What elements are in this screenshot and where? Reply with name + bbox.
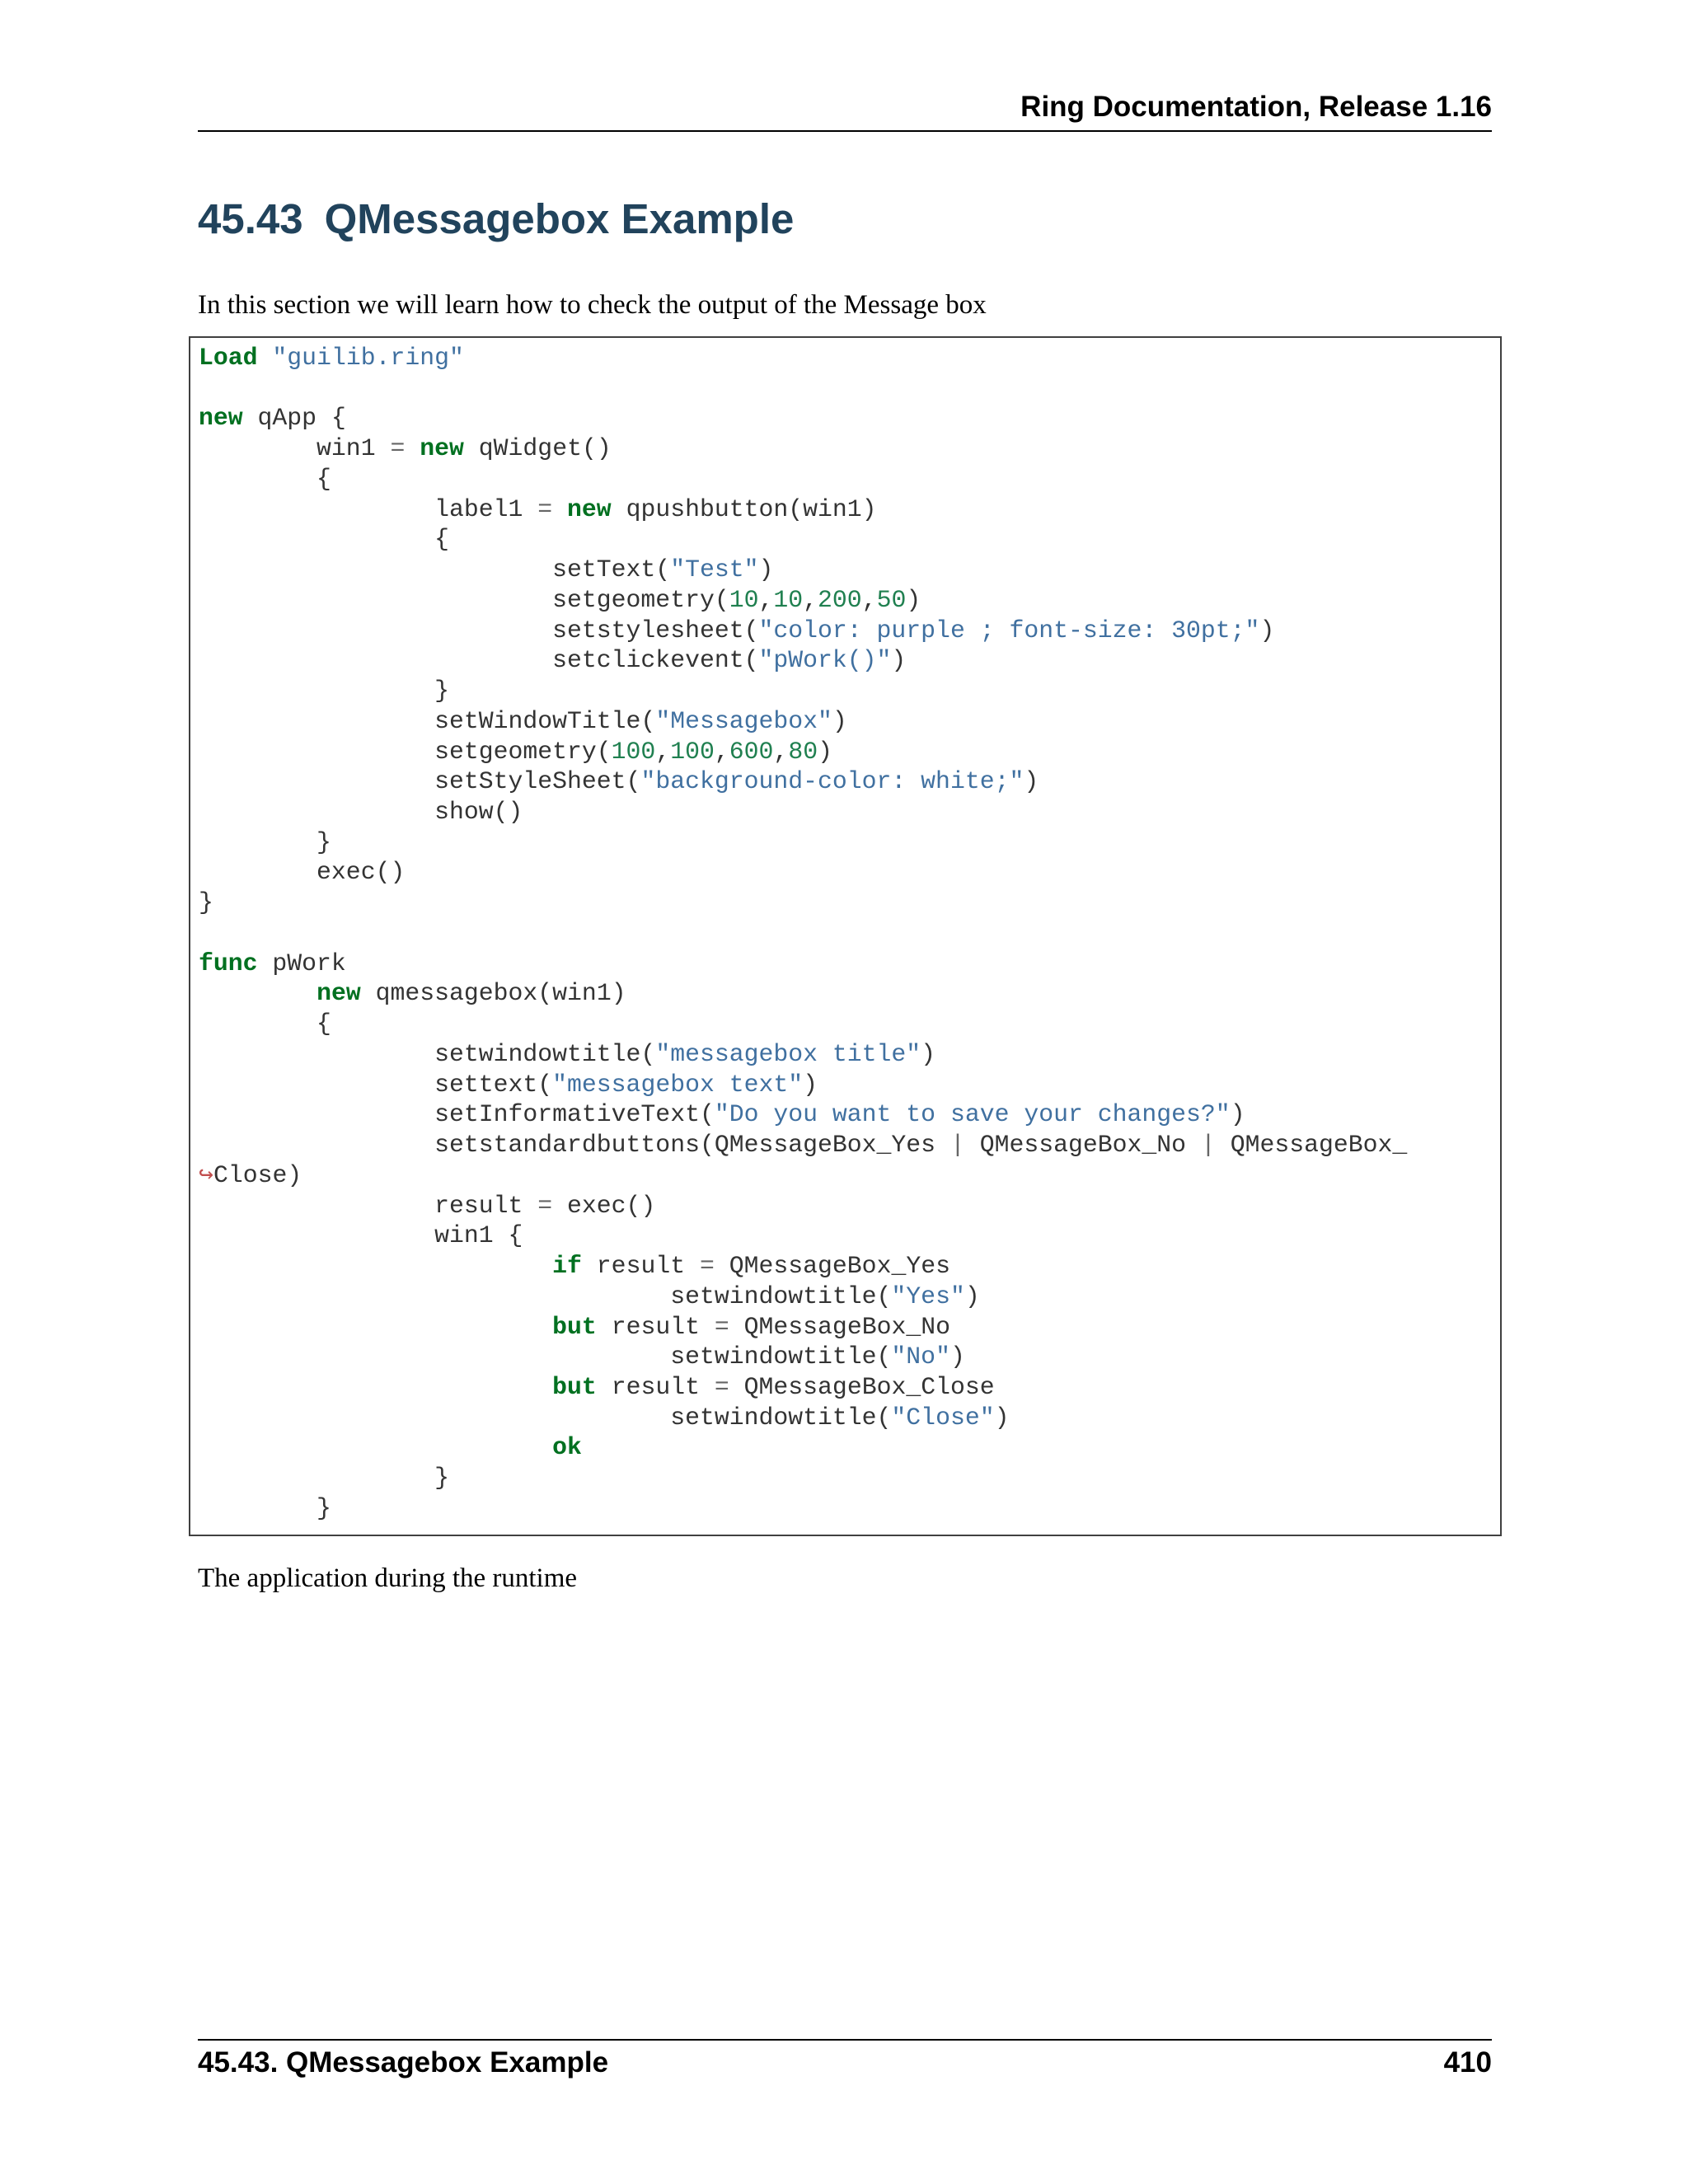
code-line: [199, 1404, 1009, 1432]
code-line: [199, 828, 331, 856]
code-text: ): [803, 1070, 818, 1099]
code-text: setInformativeText(: [199, 1100, 715, 1129]
code-text: QMessageBox_No: [729, 1312, 950, 1341]
code-text: ): [891, 646, 907, 675]
code-text: ): [758, 555, 774, 584]
code-line: [199, 1192, 655, 1220]
code-line: [199, 707, 847, 735]
code-keyword: if: [552, 1252, 582, 1281]
code-text: setgeometry(: [199, 585, 729, 614]
code-text: }: [199, 827, 331, 856]
code-keyword: new: [316, 979, 361, 1008]
code-string: "messagebox text": [552, 1070, 804, 1099]
code-string: "background-color: white;": [640, 767, 1025, 796]
code-line: [199, 1131, 1407, 1159]
code-text: pWork: [257, 949, 346, 977]
code-listing: [199, 343, 1407, 1524]
code-line: [199, 465, 331, 493]
code-string: "messagebox title": [655, 1039, 921, 1068]
code-text: setStyleSheet(: [199, 767, 641, 796]
code-text: QMessageBox_Yes: [714, 1252, 950, 1281]
code-keyword: func: [199, 949, 258, 977]
code-text: [199, 1433, 552, 1461]
section-heading: [198, 190, 794, 249]
code-line: [199, 495, 877, 523]
code-text: qApp {: [242, 404, 346, 433]
code-text: setclickevent(: [199, 646, 759, 675]
code-text: ,: [655, 737, 671, 766]
code-string: "Yes": [891, 1282, 965, 1310]
code-line: [199, 798, 523, 826]
header-divider: [198, 130, 1492, 132]
code-string: "pWork()": [758, 646, 892, 675]
code-number: 100: [670, 737, 715, 766]
code-text: {: [199, 525, 449, 554]
code-line: [199, 1433, 582, 1461]
code-line: [199, 1343, 965, 1371]
code-string: "color: purple ; font-size: 30pt;": [758, 616, 1260, 644]
code-line: [199, 434, 612, 462]
code-text: ): [1024, 767, 1039, 796]
code-string: "No": [891, 1343, 950, 1371]
code-string: "Close": [891, 1403, 995, 1432]
code-text: [199, 1252, 552, 1280]
code-number: 50: [876, 585, 907, 614]
code-string: "Do you want to save your changes?": [714, 1100, 1231, 1129]
code-line: [199, 979, 626, 1007]
code-text: qpushbutton(win1): [611, 494, 877, 523]
code-number: 600: [729, 737, 774, 766]
code-operator: |: [950, 1131, 965, 1160]
code-line: [199, 1221, 523, 1249]
code-line: [199, 738, 832, 766]
code-number: 200: [818, 585, 862, 614]
code-text: ): [964, 1282, 980, 1310]
code-line: [199, 949, 346, 977]
running-header: Ring Documentation, Release 1.16: [1020, 91, 1492, 123]
code-keyword: ok: [552, 1433, 582, 1462]
code-operator: =: [699, 1252, 715, 1281]
code-line: [199, 646, 906, 674]
code-text: }: [199, 888, 213, 917]
code-text: show(): [199, 798, 523, 827]
code-text: qmessagebox(win1): [360, 979, 626, 1008]
code-operator: =: [537, 494, 553, 523]
code-text: {: [199, 464, 331, 493]
code-text: setwindowtitle(: [199, 1282, 892, 1310]
code-operator: =: [714, 1312, 729, 1341]
code-text: win1: [199, 434, 391, 463]
code-number: 100: [611, 737, 656, 766]
code-text: setgeometry(: [199, 737, 612, 766]
code-operator: |: [1200, 1131, 1216, 1160]
code-text: ,: [714, 737, 729, 766]
code-line: [199, 858, 405, 886]
code-text: ): [906, 585, 921, 614]
code-text: }: [199, 1464, 449, 1493]
code-text: label1: [199, 494, 538, 523]
code-keyword: new: [420, 434, 464, 463]
code-text: qWidget(): [463, 434, 612, 463]
code-line: [199, 1040, 935, 1068]
code-line: [199, 404, 346, 432]
code-text: setwindowtitle(: [199, 1343, 892, 1371]
code-keyword: new: [199, 404, 243, 433]
intro-paragraph: In this section we will learn how to check the output of the Message box: [198, 290, 987, 320]
code-text: QMessageBox_No: [964, 1131, 1201, 1160]
code-text: [258, 344, 273, 372]
code-line: [199, 344, 464, 372]
code-line: [199, 1161, 302, 1189]
code-line: [199, 1282, 980, 1310]
code-line: [199, 1494, 331, 1522]
code-line: [199, 888, 213, 916]
code-line: [199, 1464, 449, 1492]
code-text: }: [199, 677, 449, 705]
page-number: 410: [1443, 2046, 1492, 2079]
code-number: 10: [773, 585, 804, 614]
code-operator: =: [537, 1191, 553, 1220]
code-text: result: [581, 1252, 700, 1281]
section-title: QMessagebox Example: [324, 195, 795, 242]
code-keyword: but: [552, 1312, 597, 1341]
code-text: [552, 495, 567, 523]
code-text: [199, 979, 316, 1007]
code-number: 10: [729, 585, 759, 614]
code-text: {: [199, 1010, 331, 1038]
code-text: ): [1230, 1100, 1245, 1129]
line-continuation-icon: ↪: [199, 1160, 213, 1189]
code-line: [199, 1252, 950, 1280]
code-text: settext(: [199, 1070, 553, 1099]
code-text: ): [950, 1343, 965, 1371]
code-string: "guilib.ring": [272, 344, 464, 372]
code-keyword: but: [552, 1372, 597, 1401]
code-text: ): [994, 1403, 1010, 1432]
code-text: setstylesheet(: [199, 616, 759, 644]
code-line: [199, 586, 921, 614]
code-text: result: [596, 1372, 715, 1401]
code-text: exec(): [199, 858, 406, 887]
code-line: [199, 1313, 950, 1341]
code-operator: =: [390, 434, 406, 463]
code-text: result: [596, 1312, 715, 1341]
code-text: setwindowtitle(: [199, 1403, 892, 1432]
code-text: ,: [803, 585, 818, 614]
code-line: [199, 1071, 818, 1099]
code-text: exec(): [552, 1191, 656, 1220]
code-keyword: new: [567, 494, 612, 523]
code-number: 80: [788, 737, 818, 766]
code-line: [199, 1373, 995, 1401]
code-text: ): [818, 737, 832, 766]
code-text: QMessageBox_: [1215, 1131, 1408, 1160]
code-text: ,: [861, 585, 877, 614]
code-line: [199, 1010, 331, 1038]
code-string: "Messagebox": [655, 706, 832, 735]
code-text: [199, 1313, 552, 1341]
code-line: [199, 677, 449, 705]
code-text: setText(: [199, 555, 671, 584]
code-text: ): [1259, 616, 1275, 644]
code-text: [199, 1373, 552, 1401]
code-text: ,: [773, 737, 789, 766]
code-text: setstandardbuttons(QMessageBox_Yes: [199, 1131, 950, 1160]
code-text: Close): [213, 1160, 302, 1189]
code-text: ): [921, 1039, 936, 1068]
code-text: ,: [758, 585, 774, 614]
code-text: setwindowtitle(: [199, 1039, 656, 1068]
code-line: [199, 1100, 1245, 1128]
code-line: [199, 525, 449, 553]
code-line: [199, 555, 773, 583]
code-text: }: [199, 1493, 331, 1522]
code-text: [405, 434, 420, 462]
footer-section-title: 45.43. QMessagebox Example: [198, 2046, 609, 2079]
code-line: [199, 767, 1039, 795]
outro-paragraph: The application during the runtime: [198, 1563, 578, 1593]
code-text: result: [199, 1191, 538, 1220]
code-keyword: Load: [199, 344, 258, 372]
code-text: QMessageBox_Close: [729, 1372, 995, 1401]
code-text: win1 {: [199, 1221, 523, 1250]
section-number: 45.43: [198, 195, 303, 242]
code-text: ): [832, 706, 847, 735]
code-text: setWindowTitle(: [199, 706, 656, 735]
code-line: [199, 616, 1274, 644]
code-operator: =: [714, 1372, 729, 1401]
code-string: "Test": [670, 555, 759, 584]
footer-divider: [198, 2039, 1492, 2041]
